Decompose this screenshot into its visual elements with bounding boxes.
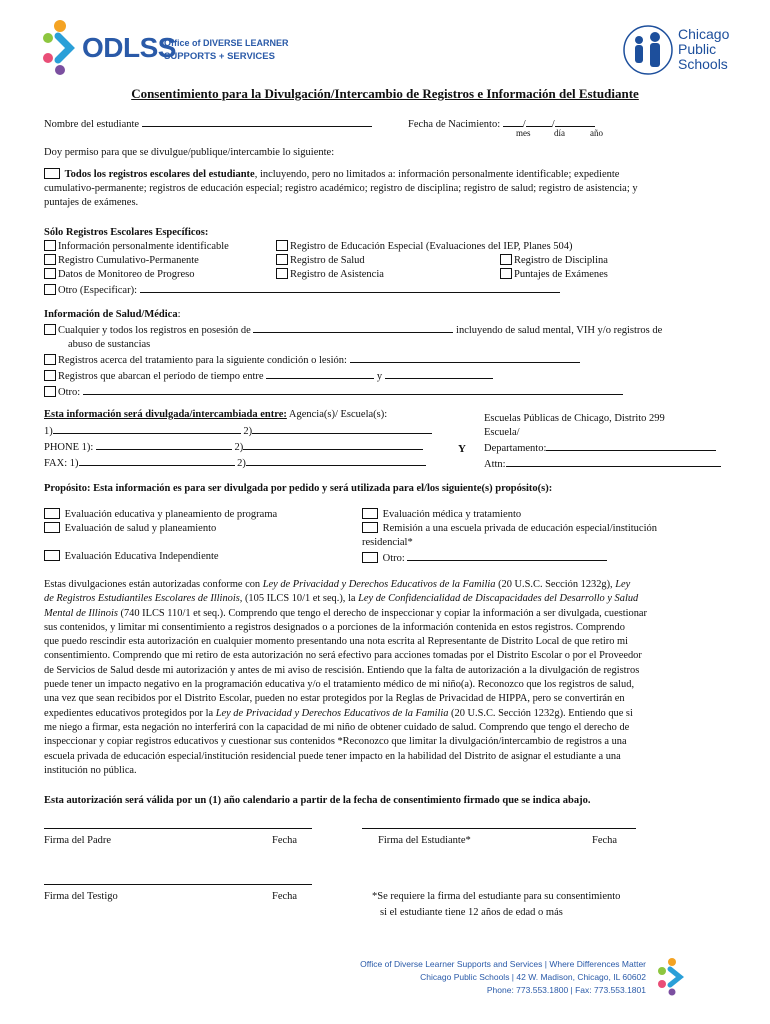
- health-period-end-field[interactable]: [385, 368, 493, 379]
- legal-text: Estas divulgaciones están autorizadas conforme con: [44, 579, 263, 590]
- health-item-2: Registros acerca del tratamiento para la siguiente condición o lesión:: [58, 355, 347, 366]
- specific-item: Datos de Monitoreo de Progreso: [58, 269, 195, 280]
- health-condition-field[interactable]: [350, 352, 580, 363]
- health-item-4: Otro:: [58, 387, 81, 398]
- legal-text: (740 ILCS 110/1 et seq.). Comprendo que tengo el derecho de inspeccionar y copiar la información a ser divulgada, cuestionar: [117, 607, 647, 619]
- checkbox[interactable]: [362, 508, 378, 519]
- purpose-item: Remisión a una escuela privada de educación especial/institución: [382, 523, 657, 534]
- checkbox[interactable]: [44, 508, 60, 519]
- checkbox[interactable]: [44, 254, 56, 265]
- disclosure-fax: FAX: 1): [44, 458, 79, 469]
- legal-text: que puedo rescindir esta autorización en cualquier momento presentando una nota escrita al Representante de Distrito Local de que retiro mi: [44, 636, 628, 648]
- health-item-1a: Cualquier y todos los registros en posesión de: [58, 325, 251, 336]
- student-signature-note-2: si el estudiante tiene 12 años de edad o más: [380, 907, 563, 918]
- odlss-logo-text: ODLSS: [82, 32, 176, 63]
- legal-text: (105 ILCS 10/1 et seq.), la: [242, 593, 359, 605]
- health-period-start-field[interactable]: [266, 368, 374, 379]
- dob-year-field[interactable]: [555, 116, 595, 127]
- dob-label: Fecha de Nacimiento:: [408, 119, 501, 130]
- student-date-label: Fecha: [592, 835, 618, 846]
- student-name-row: [44, 116, 372, 132]
- parent-signature-label: Firma del Padre: [44, 835, 112, 846]
- footer: [300, 958, 646, 997]
- purpose-other-field[interactable]: [407, 550, 607, 561]
- all-records-bold: Todos los registros escolares del estudiante: [64, 169, 255, 180]
- disclosure-heading: Esta información será divulgada/intercambiada entre:: [44, 409, 287, 420]
- odlss-logo: [40, 18, 289, 76]
- agency-1-field[interactable]: [53, 423, 241, 434]
- checkbox[interactable]: [276, 240, 288, 251]
- legal-text: institución no pública.: [44, 764, 137, 776]
- checkbox[interactable]: [44, 522, 60, 533]
- disclosure-row1-a: 1): [44, 426, 53, 437]
- legal-law-name: de Registros Estudiantiles Escolares de Illinois,: [44, 593, 243, 605]
- all-records-text-1: , incluyendo, pero no limitados a: información personalmente identificable; expediente: [254, 169, 620, 180]
- disclosure-phone-2: 2): [234, 442, 244, 453]
- legal-text: consentimiento. Comprendo que mi retiro de esta autorización no será efectivo para acciones tomadas por el Distrito Escolar o por el Proveedor: [44, 650, 642, 662]
- purpose-item: Evaluación Educativa Independiente: [64, 551, 219, 562]
- health-item-3b: y: [376, 371, 383, 382]
- checkbox[interactable]: [276, 254, 288, 265]
- fax-2-field[interactable]: [246, 455, 426, 466]
- cps-line-2: Public: [678, 41, 717, 57]
- legal-text: puede tener un impacto negativo en la programación educativa y/o el tratamiento médico de mi niño(a). Reconozco que los registros de salud,: [44, 679, 635, 691]
- checkbox[interactable]: [44, 550, 60, 561]
- specific-other-field[interactable]: [140, 282, 560, 293]
- legal-text: sus contenidos, y limitar mi consentimiento a registros designados o a porciones de la información contenida en estos registros. Comprendo: [44, 621, 625, 633]
- student-signature-note-1: *Se requiere la firma del estudiante para su consentimiento: [372, 891, 621, 902]
- witness-signature-label: Firma del Testigo: [44, 891, 118, 902]
- department-field[interactable]: [546, 440, 716, 451]
- checkbox[interactable]: [44, 284, 56, 295]
- health-holder-field[interactable]: [253, 322, 453, 333]
- purpose-heading: Propósito: Esta información es para ser divulgada por pedido y será utilizada para el/los siguiente(s) propósito(s):: [44, 483, 553, 494]
- disclosure-heading-row: [44, 408, 387, 422]
- legal-text: me niego a firmar, esta negación no interferirá con la capacidad de mi niño de obtener cuidado de salud. Comprendo que tengo el derecho de: [44, 721, 630, 733]
- legal-paragraph: [44, 578, 728, 778]
- disclosure-right-1: Escuelas Públicas de Chicago, Distrito 299: [484, 413, 665, 424]
- disclosure-phone: PHONE 1):: [44, 442, 94, 453]
- checkbox[interactable]: [44, 268, 56, 279]
- dob-year-caption: año: [590, 128, 603, 138]
- health-heading-row: Información de Salud/Médica:: [44, 309, 181, 320]
- dob-row: Fecha de Nacimiento: / /: [408, 116, 595, 132]
- checkbox[interactable]: [44, 370, 56, 381]
- student-name-field[interactable]: [142, 116, 372, 127]
- odlss-mark-icon: [40, 18, 80, 76]
- dob-day-caption: día: [554, 128, 565, 138]
- purpose-item: Otro:: [382, 553, 405, 564]
- legal-text: (20 U.S.C. Sección 1232g),: [495, 579, 616, 590]
- legal-law-name: Ley de Privacidad y Derechos Educativos de la Familia: [215, 707, 449, 719]
- purpose-item: residencial*: [362, 537, 413, 548]
- specific-other-label: Otro (Especificar):: [58, 285, 138, 296]
- specific-item: Registro de Educación Especial (Evaluaciones del IEP, Planes 504): [290, 241, 573, 252]
- purpose-right: [362, 508, 722, 566]
- specific-heading: Sólo Registros Escolares Específicos:: [44, 227, 209, 238]
- footer-odlss-mark-icon: [656, 956, 696, 996]
- validity-text: Esta autorización será válida por un (1) año calendario a partir de la fecha de consentimiento firmado que se indica abajo.: [44, 795, 591, 806]
- checkbox[interactable]: [362, 522, 378, 533]
- all-records-block: [44, 168, 728, 210]
- specific-item: Puntajes de Exámenes: [514, 269, 608, 280]
- student-signature-label: Firma del Estudiante*: [378, 835, 471, 846]
- disclosure-right-3: Departamento:: [484, 443, 547, 454]
- disclosure-right-2: Escuela/: [484, 427, 520, 438]
- health-heading: Información de Salud/Médica: [44, 309, 178, 320]
- fax-1-field[interactable]: [79, 455, 235, 466]
- checkbox[interactable]: [362, 552, 378, 563]
- witness-signature-line[interactable]: [44, 884, 312, 885]
- disclosure-right-4: Attn:: [484, 459, 506, 470]
- cps-line-3: Schools: [678, 56, 728, 72]
- disclosure-and: Y: [458, 443, 466, 455]
- legal-text: escuela privada de educación especial/institución residencial puede tener impacto en la habilidad del Distrito de asignar el estudiante a una: [44, 750, 621, 762]
- checkbox[interactable]: [44, 386, 56, 397]
- purpose-item: Evaluación educativa y planeamiento de programa: [64, 509, 278, 520]
- health-other-field[interactable]: [83, 384, 623, 395]
- dob-month-caption: mes: [516, 128, 531, 138]
- disclosure-right: [484, 412, 734, 472]
- checkbox[interactable]: [44, 240, 56, 251]
- health-block: [44, 322, 734, 400]
- all-records-text-2: cumulativo-permanente; registros de educación especial; registro académico; registro de disciplina; registro de salud; registro de asistencia; y: [44, 183, 638, 194]
- parent-date-label: Fecha: [272, 835, 298, 846]
- legal-text: una vez que sean recibidos por el Distrito Escolar, pueden no estar protegidos por la Reglas de Privacidad de HIPPA, pero se convertirán en: [44, 693, 625, 705]
- disclosure-row1-b: 2): [243, 426, 253, 437]
- phone-2-field[interactable]: [243, 439, 423, 450]
- legal-text: de Servicios de Salud desde mi autorización y antes de mi aviso de rescisión. Entiendo que la falta de autorización a la divulgación de registros: [44, 664, 640, 676]
- checkbox[interactable]: [44, 354, 56, 365]
- dob-month-field[interactable]: [503, 116, 523, 127]
- checkbox[interactable]: [500, 254, 512, 265]
- specific-col-3: [500, 254, 660, 282]
- specific-item: Registro de Salud: [290, 255, 365, 266]
- legal-law-name: Ley: [615, 579, 631, 590]
- witness-date-label: Fecha: [272, 891, 298, 902]
- legal-text: expedientes educativos protegidos por la: [44, 707, 216, 719]
- purpose-left: [44, 508, 354, 564]
- purpose-item: Evaluación de salud y planeamiento: [64, 523, 217, 534]
- disclosure-fax-2: 2): [237, 458, 246, 469]
- agency-2-field[interactable]: [252, 423, 432, 434]
- legal-law-name: Mental de Illinois: [44, 607, 118, 619]
- legal-text: (20 U.S.C. Sección 1232g). Entiendo que si: [448, 707, 633, 719]
- health-item-1c: abuso de sustancias: [68, 339, 151, 350]
- cps-emblem-icon: [622, 24, 674, 76]
- checkbox[interactable]: [276, 268, 288, 279]
- dob-day-field[interactable]: [526, 116, 552, 127]
- phone-1-field[interactable]: [96, 439, 232, 450]
- specific-item: Registro de Asistencia: [290, 269, 384, 280]
- specific-col-1: [44, 240, 284, 282]
- specific-item: Registro Cumulativo-Permanente: [58, 255, 199, 266]
- legal-law-name: Ley de Confidencialidad de Discapacidades del Desarrollo y Salud: [358, 593, 639, 605]
- parent-signature-line[interactable]: [44, 828, 312, 829]
- cps-line-1: Chicago: [678, 26, 730, 42]
- all-records-text-3: puntajes de exámenes.: [44, 197, 139, 208]
- health-item-1b: incluyendo de salud mental, VIH y/o registros de: [456, 325, 663, 336]
- footer-line-3: Phone: 773.553.1800 | Fax: 773.553.1801: [486, 985, 646, 995]
- legal-text: inspeccionar y copiar registros educativos y cuestionar sus contenidos *Reconozco que limitar la divulgación/intercambio de registros a una: [44, 736, 627, 748]
- checkbox[interactable]: [44, 324, 56, 335]
- all-records-checkbox[interactable]: [44, 168, 60, 179]
- odlss-sub-2: SUPPORTS + SERVICES: [164, 51, 275, 62]
- attn-field[interactable]: [506, 456, 721, 467]
- checkbox[interactable]: [500, 268, 512, 279]
- disclosure-agency: Agencia(s)/ Escuela(s):: [288, 409, 388, 420]
- odlss-sub-1: Office of DIVERSE LEARNER: [164, 38, 289, 48]
- permission-text: Doy permiso para que se divulgue/publique/intercambie lo siguiente:: [44, 147, 335, 158]
- specific-item: Registro de Disciplina: [514, 255, 608, 266]
- footer-line-2: Chicago Public Schools | 42 W. Madison, Chicago, IL 60602: [420, 972, 646, 982]
- student-signature-line[interactable]: [362, 828, 636, 829]
- specific-item: Información personalmente identificable: [58, 241, 229, 252]
- purpose-item: Evaluación médica y tratamiento: [382, 509, 522, 520]
- page-title: Consentimiento para la Divulgación/Intercambio de Registros e Información del Estudiante: [131, 86, 639, 101]
- disclosure-left: [44, 423, 444, 471]
- student-name-label: Nombre del estudiante: [44, 119, 140, 130]
- specific-other-row: [44, 282, 560, 298]
- health-item-3a: Registros que abarcan el período de tiempo entre: [58, 371, 264, 382]
- legal-law-name: Ley de Privacidad y Derechos Educativos de la Familia: [262, 579, 496, 590]
- footer-line-1: Office of Diverse Learner Supports and Services | Where Differences Matter: [360, 959, 646, 969]
- cps-logo: [622, 20, 734, 78]
